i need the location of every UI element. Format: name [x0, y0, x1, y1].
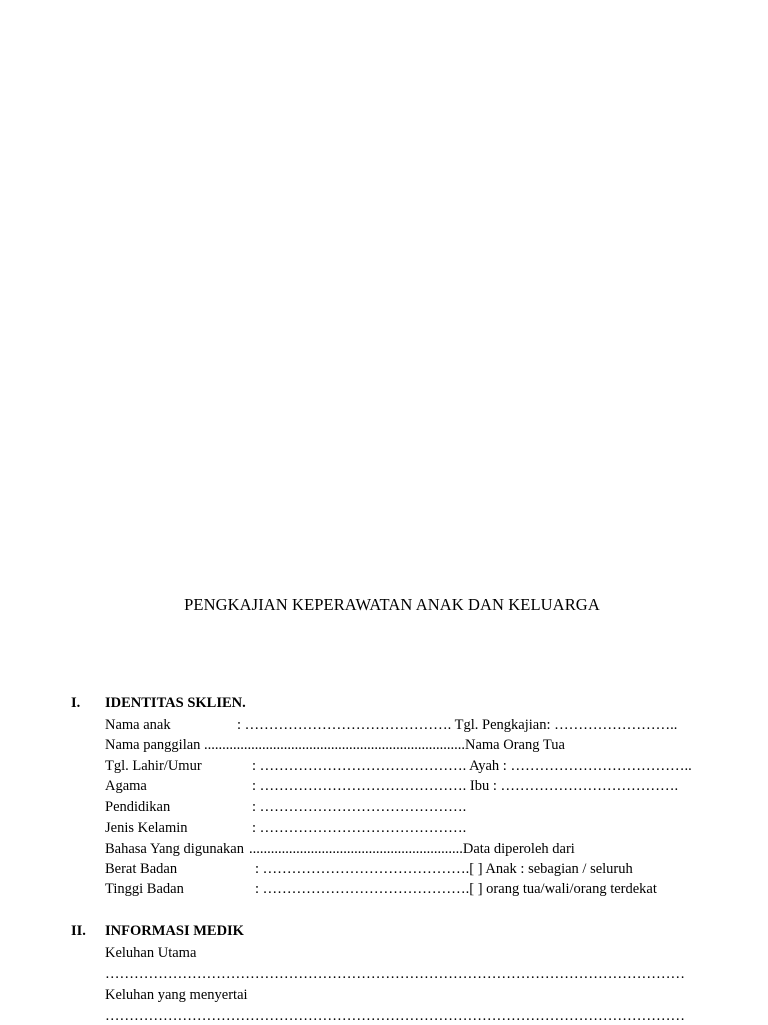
- tgl-lahir-field[interactable]: : ……………………………………. Ayah : ………………………………..: [252, 758, 692, 774]
- keluhan-menyertai-field[interactable]: …………………………………………………………………………………………………………: [105, 1008, 685, 1024]
- section-heading: IDENTITAS SKLIEN.: [105, 695, 246, 711]
- tinggi-badan-field[interactable]: : …………………………………….[ ] orang tua/wali/orang terdekat: [255, 881, 657, 897]
- section-number: II.: [71, 923, 86, 939]
- pendidikan-label: Pendidikan: [105, 799, 171, 815]
- section-heading: INFORMASI MEDIK: [105, 923, 244, 939]
- jenis-kelamin-label: Jenis Kelamin: [105, 820, 188, 836]
- nama-anak-field[interactable]: : ……………………………………. Tgl. Pengkajian: ……………………..: [237, 717, 678, 733]
- nama-panggilan-label: Nama panggilan: [105, 737, 201, 753]
- jenis-kelamin-field[interactable]: : …………………………………….: [252, 820, 467, 836]
- tgl-lahir-label: Tgl. Lahir/Umur: [105, 758, 202, 774]
- page-title: PENGKAJIAN KEPERAWATAN ANAK DAN KELUARGA: [184, 595, 600, 614]
- bahasa-label: Bahasa Yang digunakan: [105, 841, 244, 857]
- berat-badan-field[interactable]: : …………………………………….[ ] Anak : sebagian / seluruh: [255, 861, 633, 877]
- tinggi-badan-label: Tinggi Badan: [105, 881, 184, 897]
- nama-anak-label: Nama anak: [105, 717, 171, 733]
- agama-label: Agama: [105, 778, 147, 794]
- agama-field[interactable]: : ……………………………………. Ibu : ……………………………….: [252, 778, 679, 794]
- keluhan-utama-field[interactable]: …………………………………………………………………………………………………………: [105, 966, 685, 982]
- section-number: I.: [71, 695, 81, 711]
- keluhan-utama-label: Keluhan Utama: [105, 945, 197, 961]
- keluhan-menyertai-label: Keluhan yang menyertai: [105, 987, 248, 1003]
- berat-badan-label: Berat Badan: [105, 861, 178, 877]
- pendidikan-field[interactable]: : …………………………………….: [252, 799, 467, 815]
- bahasa-field[interactable]: ...........................................................Data diperoleh dari: [249, 841, 575, 857]
- nama-panggilan-field[interactable]: ........................................................................Nama Orang Tua: [204, 737, 565, 753]
